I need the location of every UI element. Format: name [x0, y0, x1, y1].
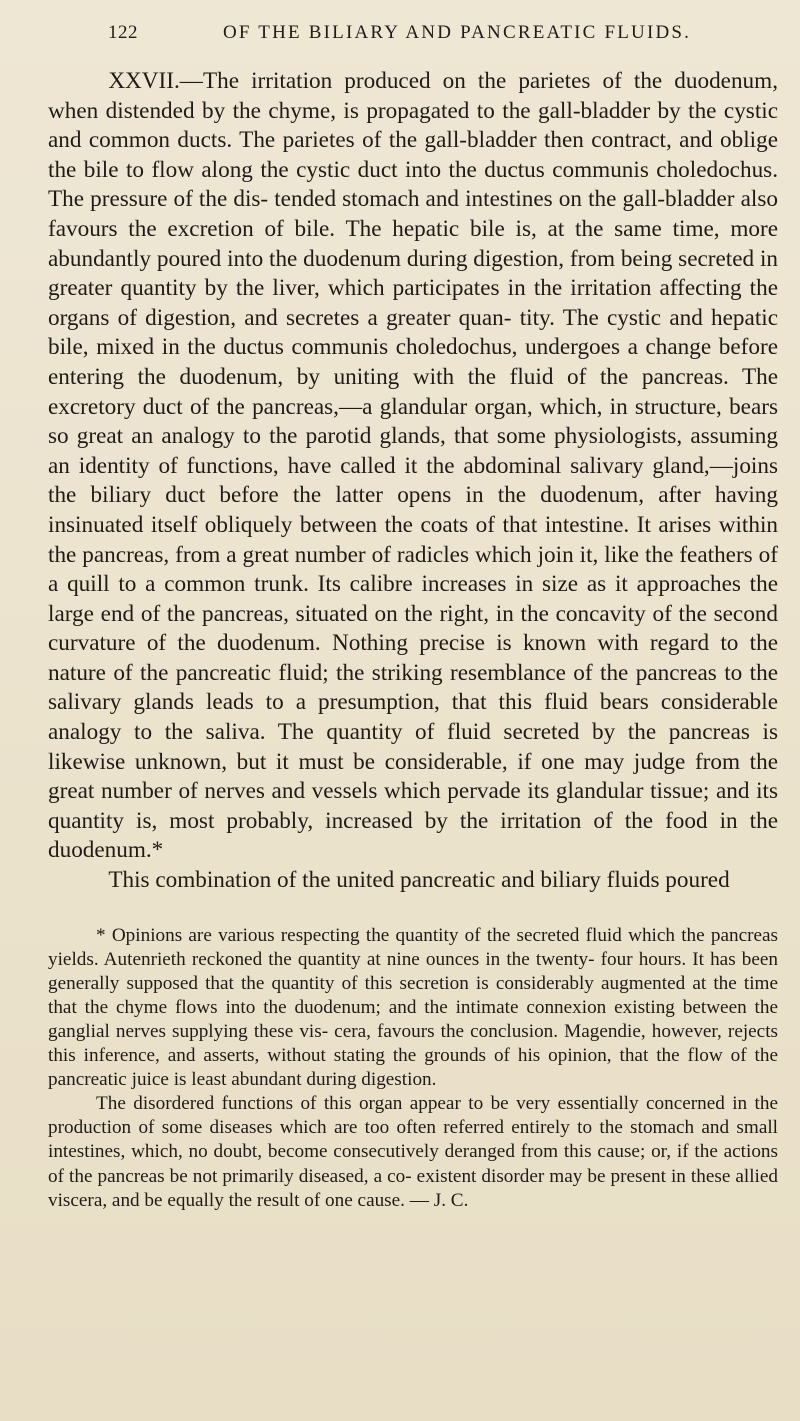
- running-title: OF THE BILIARY AND PANCREATIC FLUIDS.: [223, 22, 692, 43]
- main-text: [48, 67, 778, 896]
- footnote-paragraph: * Opinions are various respecting the quantity of the secreted fluid which the pancreas yields. Autenrieth reckoned the quantity at nine ounces in the twenty- four hours. It has been generally supposed that the quantity of this secretion is considerably augmented at the time that the chyme flows into the duodenum; and the intimate connexion existing between the ganglial nerves supplying these vis- cera, favours the conclusion. Magendie, however, rejects this inference, and asserts, without stating the grounds of his opinion, that the flow of the pancreatic juice is least abundant during digestion.: [48, 924, 778, 1091]
- footnotes: [48, 924, 778, 1213]
- running-head: [108, 22, 738, 52]
- paragraph-continuation: This combination of the united pancreatic and biliary fluids poured: [108, 867, 730, 894]
- paragraph-xxvii: XXVII.—The irritation produced on the parietes of the duodenum, when distended by the chyme, is propagated to the gall-bladder by the cystic and common ducts. The parietes of the gall-bladder then contract, and oblige the bile to flow along the cystic duct into the ductus communis choledochus. The pressure of the dis- tended stomach and intestines on the gall-bladder also favours the excretion of bile. The hepatic bile is, at the same time, more abundantly poured into the duodenum during digestion, from being secreted in greater quantity by the liver, which participates in the irritation affecting the organs of digestion, and secretes a greater quan- tity. The cystic and hepatic bile, mixed in the ductus communis choledochus, undergoes a change before entering the duodenum, by uniting with the fluid of the pancreas. The excretory duct of the pancreas,—a glandular organ, which, in structure, bears so great an analogy to the parotid glands, that some physiologists, assuming an identity of functions, have called it the abdominal salivary gland,—joins the biliary duct before the latter opens in the duodenum, after having insinuated itself obliquely between the coats of that intestine. It arises within the pancreas, from a great number of radicles which join it, like the feathers of a quill to a common trunk. Its calibre increases in size as it approaches the large end of the pancreas, situated on the right, in the concavity of the second curvature of the duodenum. Nothing precise is known with regard to the nature of the pancreatic fluid; the striking resemblance of the pancreas to the salivary glands leads to a presumption, that this fluid bears considerable analogy to the saliva. The quantity of fluid secreted by the pancreas is likewise unknown, but it must be considerable, if one may judge from the great number of nerves and vessels which pervade its glandular tissue; and its quantity is, most probably, increased by the irritation of the food in the duodenum.*: [48, 68, 778, 864]
- page-number: 122: [108, 22, 138, 43]
- page-content: [48, 67, 778, 1213]
- footnote-paragraph: The disordered functions of this organ appear to be very essentially concerned in the production of some diseases which are too often referred entirely to the stomach and small intestines, which, no doubt, become consecutively deranged from this cause; or, if the actions of the pancreas be not primarily diseased, a co- existent disorder may be present in these allied viscera, and be equally the result of one cause. — J. C.: [48, 1093, 778, 1211]
